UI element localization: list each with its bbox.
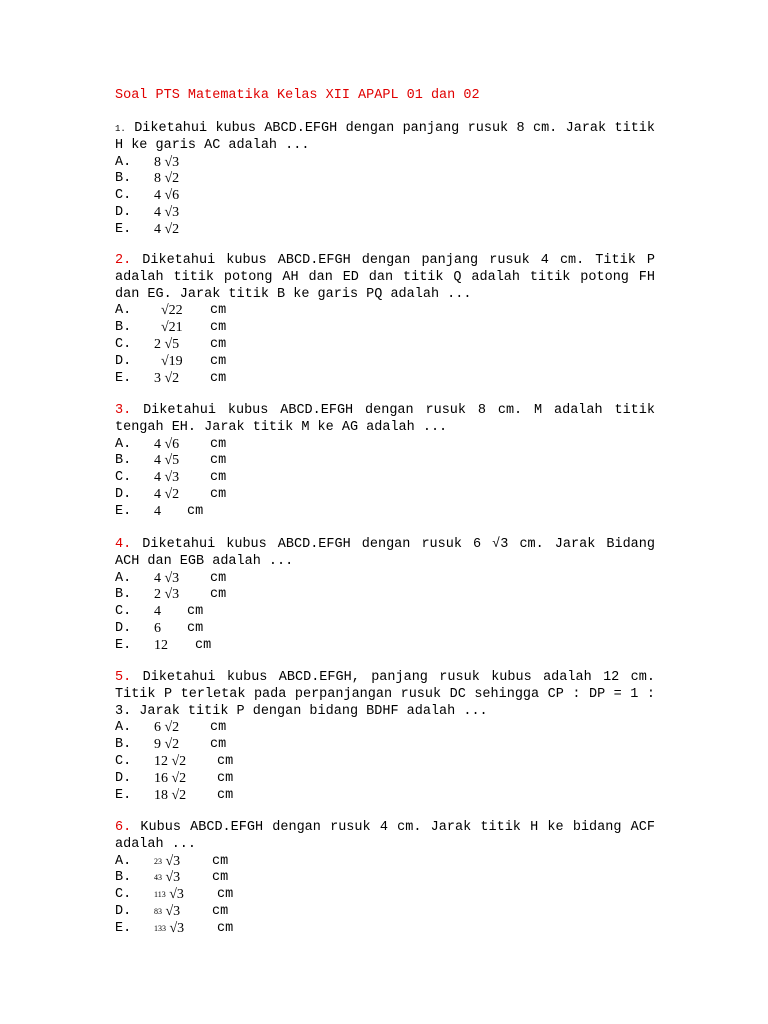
option-d: D. 4 √3 bbox=[115, 204, 180, 220]
question-text: Diketahui kubus ABCD.EFGH dengan rusuk 8 cm. M adalah titik tengah EH. Jarak titik M ke AG adalah ... bbox=[115, 403, 655, 435]
question-number: 6. bbox=[115, 820, 132, 835]
option-b: B. 2 √3 cm bbox=[115, 587, 227, 603]
question-number: 4. bbox=[115, 537, 132, 552]
question-text: Diketahui kubus ABCD.EFGH dengan panjang rusuk 4 cm. Titik P adalah titik potong AH dan ED dan titik Q adalah titik potong FH dan EG. Jarak titik B ke garis PQ adalah ... bbox=[115, 253, 655, 302]
question-text: Diketahui kubus ABCD.EFGH dengan panjang rusuk 8 cm. Jarak titik H ke garis AC adalah ... bbox=[115, 121, 656, 153]
question-2 bbox=[115, 253, 655, 387]
option-e: E. 133 √3 cm bbox=[115, 920, 234, 936]
option-d: D. √19 cm bbox=[115, 353, 227, 369]
question-number: 2. bbox=[115, 253, 132, 268]
option-a: A. 4 √3 cm bbox=[115, 570, 227, 586]
option-c: C. 12 √2 cm bbox=[115, 753, 234, 769]
question-number: 3. bbox=[115, 403, 132, 418]
option-e: E. 3 √2 cm bbox=[115, 370, 227, 386]
option-e: E. 12 cm bbox=[115, 637, 212, 653]
question-stem bbox=[115, 403, 655, 437]
question-6 bbox=[115, 820, 655, 938]
question-text: Kubus ABCD.EFGH dengan rusuk 4 cm. Jarak titik H ke bidang ACF adalah ... bbox=[115, 820, 655, 852]
question-3 bbox=[115, 403, 655, 521]
question-number: 5. bbox=[115, 670, 132, 685]
document-title: Soal PTS Matematika Kelas XII APAPL 01 dan 02 bbox=[115, 88, 480, 103]
option-e: E. 4 cm bbox=[115, 503, 204, 519]
question-text: Diketahui kubus ABCD.EFGH dengan rusuk 6 √3 cm. Jarak Bidang ACH dan EGB adalah ... bbox=[115, 537, 655, 569]
question-number: 1. bbox=[115, 124, 126, 134]
option-d: D. 16 √2 cm bbox=[115, 770, 234, 786]
question-stem bbox=[115, 537, 655, 571]
question-stem bbox=[115, 121, 655, 155]
option-a: A. 23 √3 cm bbox=[115, 853, 229, 869]
option-b: B. 4 √5 cm bbox=[115, 453, 227, 469]
question-stem bbox=[115, 820, 655, 854]
option-a: A. √22 cm bbox=[115, 303, 227, 319]
question-5 bbox=[115, 670, 655, 804]
option-b: B. 43 √3 cm bbox=[115, 870, 229, 886]
option-c: C. 4 √3 cm bbox=[115, 470, 227, 486]
option-b: B. 8 √2 bbox=[115, 171, 180, 187]
question-stem bbox=[115, 253, 655, 303]
option-c: C. 4 √6 bbox=[115, 188, 180, 204]
question-1 bbox=[115, 121, 655, 239]
option-b: B. √21 cm bbox=[115, 320, 227, 336]
option-d: D. 6 cm bbox=[115, 620, 204, 636]
option-e: E. 4 √2 bbox=[115, 221, 180, 237]
option-e: E. 18 √2 cm bbox=[115, 787, 234, 803]
option-a: A. 8 √3 bbox=[115, 154, 180, 170]
option-b: B. 9 √2 cm bbox=[115, 737, 227, 753]
question-text: Diketahui kubus ABCD.EFGH, panjang rusuk kubus adalah 12 cm. Titik P terletak pada perpanjangan rusuk DC sehingga CP : DP = 1 : 3. Jarak titik P dengan bidang BDHF adalah ... bbox=[115, 670, 655, 719]
option-d: D. 4 √2 cm bbox=[115, 486, 227, 502]
option-d: D. 83 √3 cm bbox=[115, 903, 229, 919]
option-c: C. 113 √3 cm bbox=[115, 887, 234, 903]
option-c: C. 2 √5 cm bbox=[115, 336, 227, 352]
option-c: C. 4 cm bbox=[115, 604, 204, 620]
option-a: A. 4 √6 cm bbox=[115, 436, 227, 452]
question-4 bbox=[115, 537, 655, 655]
question-stem bbox=[115, 670, 655, 720]
option-a: A. 6 √2 cm bbox=[115, 720, 227, 736]
